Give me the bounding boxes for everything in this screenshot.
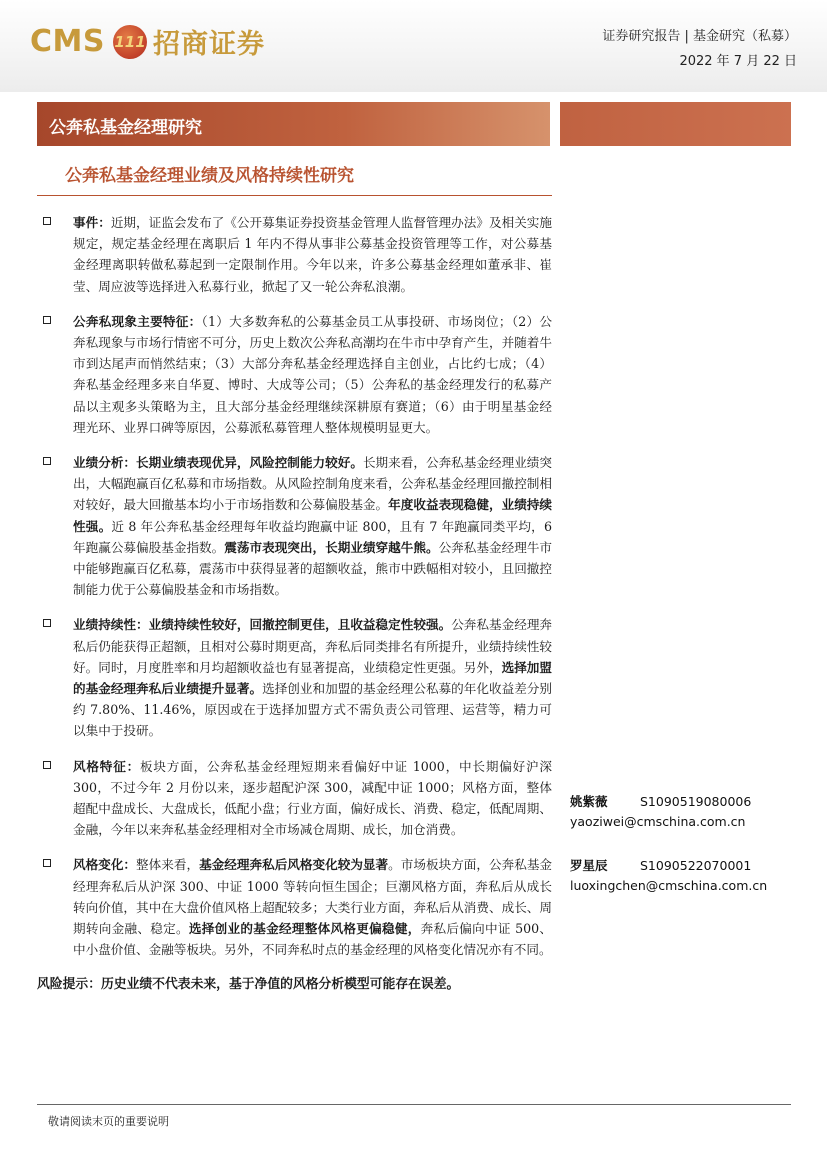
section-text: 奔私后偏向中证 500、中小盘价值、金融等板块。另外，不同奔私时点的基金经理的风格变化情况亦有不同。 xyxy=(73,921,553,958)
bullet-icon xyxy=(43,316,51,324)
section-style-change xyxy=(37,854,552,960)
analyst-email[interactable]: luoxingchen@cmschina.com.cn xyxy=(570,878,768,893)
section-highlight: 基金经理奔私后风格变化较为显著 xyxy=(199,857,389,873)
section-heading: 风格特征： xyxy=(73,758,140,774)
analyst-card xyxy=(570,856,800,896)
section-style-features xyxy=(37,756,552,841)
section-highlight: 选择创业的基金经理整体风格更偏稳健， xyxy=(188,921,421,937)
section-heading: 业绩持续性： xyxy=(73,617,149,633)
section-text: 公奔私基金经理奔私后仍能获得正超额，且相对公募时期更高，奔私后同类排名有所提升，业绩持续性较好。同时，月度胜率和月均超额收益也有显著提高，业绩稳定性更强。另外， xyxy=(73,617,553,675)
report-title: 公奔私基金经理业绩及风格持续性研究 xyxy=(65,166,354,186)
section-event xyxy=(37,212,552,297)
section-features xyxy=(37,311,552,438)
section-text: 长期来看，公奔私基金经理业绩突出，大幅跑赢百亿私募和市场指数。从风险控制角度来看，公奔私基金经理回撤控制相对较好，最大回撤基本均小于市场指数和公募偏股基金。 xyxy=(73,455,553,513)
section-heading: 风格变化： xyxy=(73,857,137,873)
report-date: 2022 年 7 月 22 日 xyxy=(679,54,797,69)
section-text: 公奔私基金经理牛市中能够跑赢百亿私募，震荡市中获得显著的超额收益，熊市中跌幅相对较小，且回撤控制能力优于公募偏股基金和市场指数。 xyxy=(73,539,553,598)
section-text: 选择创业和加盟的基金经理公私募的年化收益差分别约 7.80%、11.46%，原因或在于选择加盟方式不需负责公司管理、运营等，精力可以集中于投研。 xyxy=(73,681,553,739)
section-persistence xyxy=(37,614,552,741)
risk-warning: 风险提示：历史业绩不代表未来，基于净值的风格分析模型可能存在误差。 xyxy=(37,976,460,992)
section-heading: 业绩分析： xyxy=(73,455,137,471)
analyst-id: S1090522070001 xyxy=(640,858,752,873)
section-text: 近期，证监会发布了《公开募集证券投资基金管理人监督管理办法》及相关实施规定，规定基金经理在离职后 1 年内不得从事非公募基金投资管理等工作，对公募基金经理离职转做私募起到一定限制作用。今年以来，许多公募基金经理如董承非、崔莹、周应波等选择进入私募行业，掀起了又一轮公奔私浪潮。 xyxy=(73,215,553,294)
analyst-card xyxy=(570,792,800,832)
title-divider xyxy=(37,195,552,196)
analyst-panel xyxy=(570,792,800,920)
report-meta xyxy=(602,24,797,74)
company-logo xyxy=(30,22,265,61)
side-banner xyxy=(560,102,791,146)
analyst-name: 姚紫薇 xyxy=(570,794,608,809)
bullet-icon xyxy=(43,217,51,225)
section-highlight: 震荡市表现突出，长期业绩穿越牛熊。 xyxy=(224,539,439,555)
logo-emblem-icon: 111 xyxy=(113,25,147,59)
section-highlight: 长期业绩表现优异，风险控制能力较好。 xyxy=(136,455,363,471)
section-text: 近 8 年公奔私基金经理每年收益均跑赢中证 800，且有 7 年跑赢同类平均，6 年跑赢公募偏股基金指数。 xyxy=(73,518,552,555)
bullet-icon xyxy=(43,457,51,465)
footer-divider xyxy=(37,1104,791,1105)
bullet-icon xyxy=(43,859,51,867)
report-body xyxy=(37,212,552,992)
bullet-icon xyxy=(43,619,51,627)
section-text: 整体来看， xyxy=(136,857,200,873)
footer-note: 敬请阅读末页的重要说明 xyxy=(48,1115,169,1128)
section-text: （1）大多数奔私的公募基金员工从事投研、市场岗位；（2）公奔私现象与市场行情密不可分，历史上数次公奔私高潮均在牛市中孕育产生，并随着牛市到达尾声而悄然结束；（3）大部分奔私基金经理选择自主创业，占比约七成；（4）奔私基金经理多来自华夏、博时、大成等公司；（5）公奔私的基金经理发行的私募产品以主观多头策略为主，且大部分基金经理继续深耕原有赛道；（6）由于明星基金经理光环、业界口碑等原因，公募派私募管理人整体规模明显更大。 xyxy=(73,313,552,435)
section-highlight: 选择加盟的基金经理奔私后业绩提升显著。 xyxy=(73,659,553,697)
logo-chinese-text: 招商证券 xyxy=(152,29,265,60)
logo-cms-text: CMS xyxy=(30,24,105,59)
section-performance xyxy=(37,452,552,600)
analyst-id: S1090519080006 xyxy=(640,794,752,809)
section-heading: 公奔私现象主要特征： xyxy=(73,313,202,329)
bullet-icon xyxy=(43,761,51,769)
section-text: 板块方面，公奔私基金经理短期来看偏好中证 1000，中长期偏好沪深 300，不过今年 2 月份以来，逐步超配沪深 300，减配中证 1000；风格方面，整体超配中盘成长、大盘成长，低配小盘；行业方面，偏好成长、消费、稳定，低配周期、金融，今年以来奔私基金经理相对全市场减仓周期、成长，加仓消费。 xyxy=(73,758,553,838)
section-text: 。市场板块方面，公奔私基金经理奔私后从沪深 300、中证 1000 等转向恒生国企；巨潮风格方面，奔私后从成长转向价值，其中在大盘价值风格上超配较多；大类行业方面，奔私后从消费、成长、周期转向金融、稳定。 xyxy=(73,857,553,937)
section-highlight: 年度收益表现稳健，业绩持续性强。 xyxy=(73,497,553,534)
section-heading: 事件： xyxy=(73,215,111,230)
section-highlight: 业绩持续性较好，回撤控制更佳，且收益稳定性较强。 xyxy=(148,617,452,633)
analyst-email[interactable]: yaoziwei@cmschina.com.cn xyxy=(570,814,746,829)
report-category: 证券研究报告 | 基金研究（私募） xyxy=(602,29,797,44)
analyst-name: 罗星辰 xyxy=(570,858,608,873)
title-banner xyxy=(37,102,550,146)
banner-title: 公奔私基金经理研究 xyxy=(49,118,202,138)
